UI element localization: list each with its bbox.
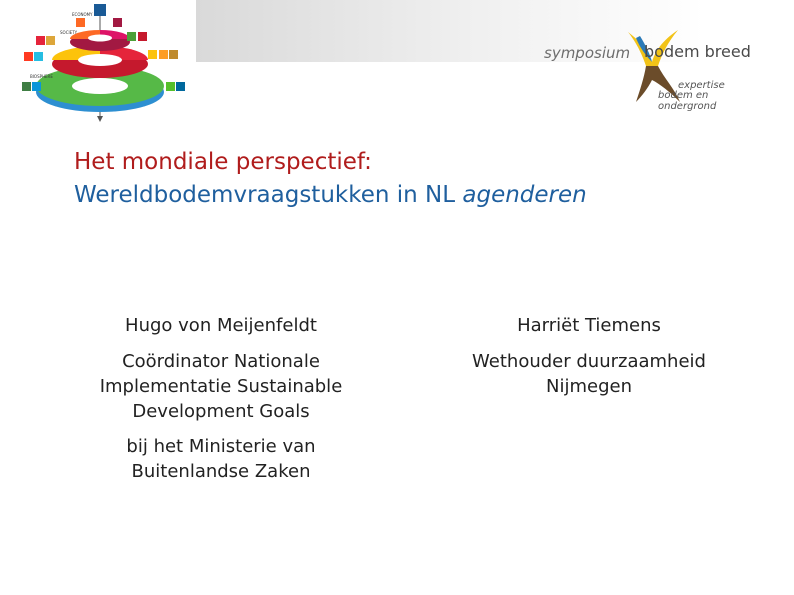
symposium-bodem-breed-logo [540, 22, 760, 112]
speaker-left-name: Hugo von Meijenfeldt [125, 315, 317, 336]
title-line-2-main: Wereldbodemvraagstukken in NL [74, 182, 463, 208]
sdg-wedding-cake-graphic [14, 2, 200, 126]
title-line-2-emphasis: agenderen [462, 182, 587, 208]
sdg-label-economy: ECONOMY [72, 12, 93, 17]
sdg-label-society: SOCIETY [60, 30, 78, 35]
title-line-1: Het mondiale perspectief: [74, 149, 372, 175]
logo-tagline-bodem: bodem en ondergrond [658, 90, 717, 112]
title-line-2 [74, 179, 587, 212]
speaker-left-org: bij het Ministerie van Buitenlandse Zaken [126, 436, 316, 482]
speaker-right-name: Harriët Tiemens [517, 315, 661, 336]
speaker-right-role: Wethouder duurzaamheid Nijmegen [472, 351, 706, 397]
speaker-right [440, 313, 738, 399]
speaker-left [72, 313, 370, 484]
logo-tagline-expertise: expertise [678, 80, 725, 91]
speaker-left-role: Coördinator Nationale Implementatie Sustainable Development Goals [99, 351, 343, 422]
logo-word-symposium: symposium [544, 44, 631, 62]
slide-title [74, 146, 587, 212]
sdg-label-biosphere: BIOSPHERE [30, 74, 53, 79]
logo-word-bodem-breed: bodem breed [644, 42, 751, 61]
